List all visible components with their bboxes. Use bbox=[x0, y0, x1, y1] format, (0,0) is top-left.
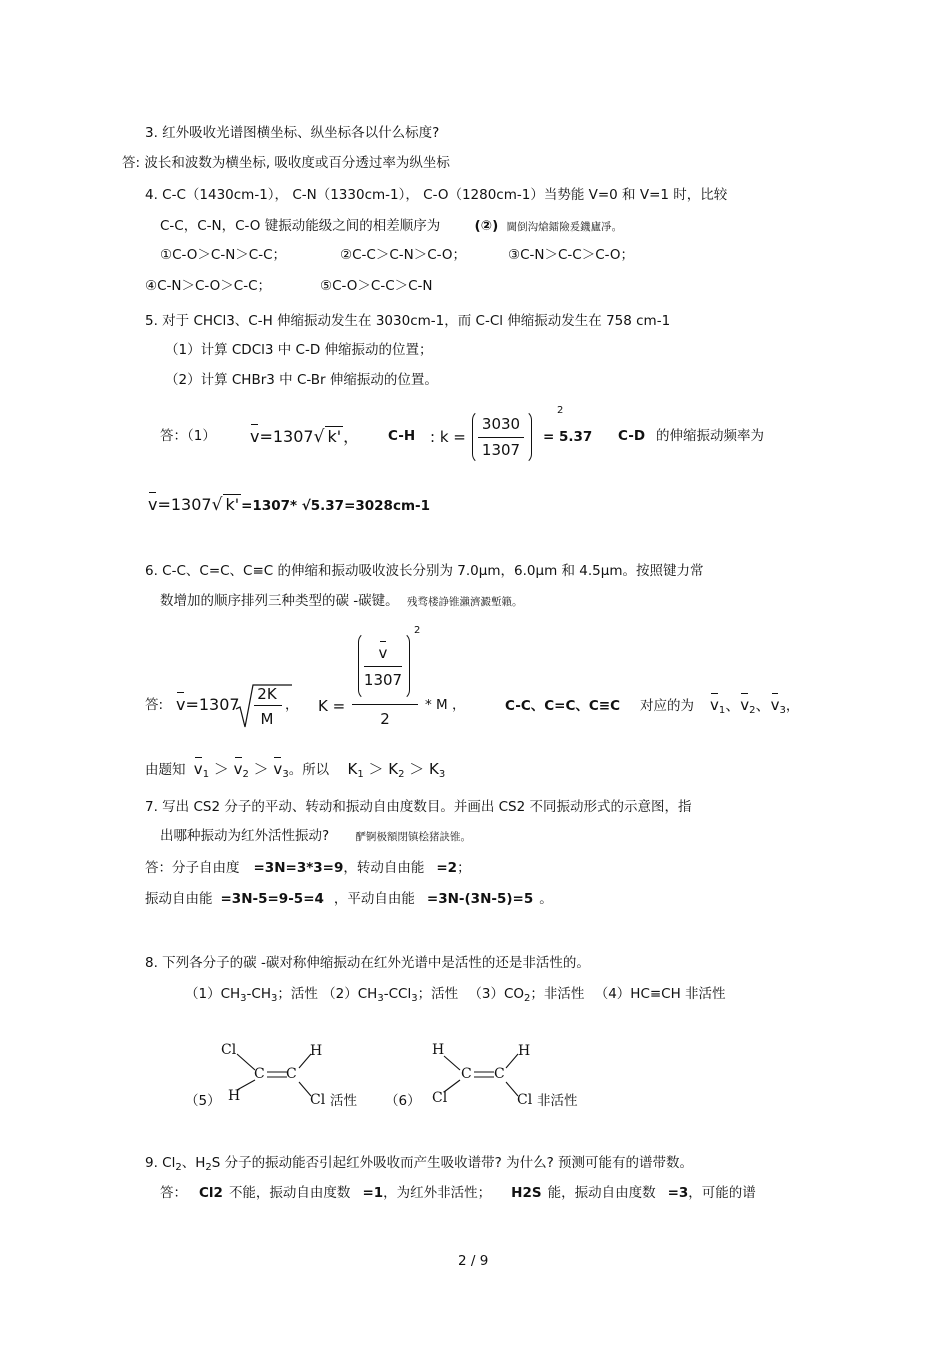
q7-watermark: 酽锕极額閉镇桧猪訣锥。 bbox=[355, 831, 471, 843]
eq-1307: =1307 bbox=[259, 427, 314, 446]
v3-order: v bbox=[273, 760, 283, 778]
q8-item2-d: ；活性 bbox=[417, 986, 459, 1002]
q3-answer: 答: 波长和波数为横坐标, 吸收度或百分透过率为纵坐标 bbox=[122, 155, 450, 171]
v3-order-sub: 3 bbox=[282, 769, 289, 780]
v3-sub: 3 bbox=[779, 705, 786, 716]
radical-fraction-line bbox=[254, 705, 282, 706]
mol5-cl-top: Cl bbox=[221, 1042, 237, 1058]
fraction-denominator: 1307 bbox=[481, 441, 521, 459]
q7-a1-d: =2 bbox=[436, 860, 458, 876]
q4-line2-text: C-C，C-N，C-O 键振动能级之间的相差顺序为 bbox=[160, 218, 441, 234]
q7-a1: 答：分子自由度 bbox=[145, 860, 240, 876]
mol6-label: （6） bbox=[385, 1093, 421, 1109]
q8-item1-c: 3 bbox=[271, 993, 278, 1004]
q6-watermark: 残骛楼諍锥瀨濟澱塹籟。 bbox=[406, 596, 523, 608]
q8-item3: （3）CO bbox=[468, 986, 525, 1002]
fraction-line bbox=[478, 437, 524, 438]
q4-line1: 4. C-C（1430cm-1）， C-N（1330cm-1）， C-O（1280cm-1）当势能 V=0 和 V=1 时，比较 bbox=[145, 187, 728, 203]
q8-item1-a: 3 bbox=[240, 993, 247, 1004]
q8-item1-b: -CH bbox=[246, 986, 271, 1002]
q9-ans-c: 不能，振动自由度数 bbox=[228, 1185, 351, 1201]
q8-item3-sub: 2 bbox=[524, 993, 531, 1004]
page-number: 2 / 9 bbox=[458, 1253, 489, 1269]
q8-line1: 8. 下列各分子的碳 -碳对称伸缩振动在红外光谱中是活性的还是非活性的。 bbox=[145, 955, 590, 971]
q5-final-result: =1307* √5.37=3028cm-1 bbox=[241, 498, 431, 514]
q7-a1-c: ，转动自由能 bbox=[343, 860, 425, 876]
k-num-v bbox=[362, 644, 404, 662]
q8-item3-end: ；非活性 bbox=[530, 986, 585, 1002]
v2-sub: 2 bbox=[749, 705, 756, 716]
q6-comma-1: ， bbox=[285, 697, 299, 713]
q6-line2 bbox=[160, 593, 522, 609]
q4-option-4: ④C-N＞C-O＞C-C； bbox=[145, 278, 272, 294]
mol6-cl-bottom-left: Cl bbox=[432, 1090, 448, 1106]
q9-ans-h2s: H2S bbox=[511, 1185, 542, 1201]
q4-watermark: 閫倒沟熗鐳險爰鐖廬凈。 bbox=[506, 221, 623, 233]
q5-formula-2: v=1307√ k' =1307* √5.37=3028cm-1 bbox=[148, 495, 431, 515]
v2-order: v bbox=[233, 760, 243, 778]
v3-symbol: v bbox=[770, 696, 780, 714]
v1-order: v bbox=[193, 760, 203, 778]
q7-line2-text: 出哪种振动为红外活性振动? bbox=[160, 828, 330, 844]
k-equals: : k = bbox=[430, 428, 466, 446]
q7-a2-e: 。 bbox=[539, 891, 553, 907]
k2-sub: 2 bbox=[398, 769, 405, 780]
q9-line1-rest: S 分子的振动能否引起红外吸收而产生吸收谱带? 为什么? 预测可能有的谱带数。 bbox=[211, 1155, 694, 1171]
q8-item2-c: 3 bbox=[411, 993, 418, 1004]
exponent-2: 2 bbox=[557, 405, 564, 416]
q5-answer-prefix: 答：（1） bbox=[160, 428, 216, 444]
radical-denominator: M bbox=[260, 710, 274, 728]
eq-1307-2: =1307 bbox=[157, 495, 212, 514]
q7-a1-value: =3N=3*3=9 bbox=[253, 860, 344, 876]
k1-sub: 1 bbox=[357, 769, 364, 780]
q7-a2-c: ，平动自由能 bbox=[333, 891, 415, 907]
q9-ans-e: ，为红外非活性； bbox=[383, 1185, 492, 1201]
q6-corr: 对应的为 bbox=[640, 698, 694, 714]
q5-sub1: （1）计算 CDCl3 中 C-D 伸缩振动的位置； bbox=[165, 342, 433, 358]
known-prefix: 由题知 bbox=[145, 762, 186, 778]
ch-label: C-H bbox=[388, 428, 416, 444]
q7-a1-e: ； bbox=[457, 860, 471, 876]
times-m: * M ， bbox=[425, 697, 466, 713]
q5-sub2: （2）计算 CHBr3 中 C-Br 伸缩振动的位置。 bbox=[165, 372, 438, 388]
mol6-c-left: C bbox=[461, 1066, 472, 1082]
mol6-c-right: C bbox=[494, 1066, 505, 1082]
q6-known: 由题知 $v_1 > v_2 > v_3$。所以 $K_1 > K_2 > K_3$ bbox=[145, 760, 446, 780]
q8-item2-b: -CCl bbox=[383, 986, 412, 1002]
v-bar-symbol-2: v bbox=[148, 495, 158, 514]
q5-formula-1: v=1307√ k' ， bbox=[250, 427, 360, 447]
mol5-h-top: H bbox=[310, 1043, 323, 1059]
k-main-line bbox=[352, 704, 418, 705]
so-text: 所以 bbox=[302, 762, 330, 778]
q9-cl-sub: 2 bbox=[175, 1162, 182, 1173]
q6-k-equals: K = bbox=[318, 697, 346, 715]
q6-v-list: $v_1$、$v_2$、$v_3$， bbox=[710, 696, 800, 716]
q3-question: 3. 红外吸收光谱图横坐标、纵坐标各以什么标度? bbox=[145, 125, 440, 141]
q4-line2 bbox=[160, 218, 622, 234]
mol5-c-left: C bbox=[254, 1066, 265, 1082]
k-exponent: 2 bbox=[414, 625, 421, 636]
mol5-c-right: C bbox=[286, 1066, 297, 1082]
k-num-v-symbol: v bbox=[378, 644, 388, 662]
q4-option-1: ①C-O＞C-N＞C-C； bbox=[160, 247, 287, 263]
eq-1307-3: =1307 bbox=[185, 695, 240, 714]
mol5-cl-bottom: Cl bbox=[310, 1092, 326, 1108]
q7-a2: 振动自由能 bbox=[145, 891, 213, 907]
radical-numerator: 2K bbox=[257, 685, 277, 703]
q4-option-3: ③C-N＞C-C＞C-O； bbox=[508, 247, 635, 263]
q8-item4: （4）HC≡CH 非活性 bbox=[594, 986, 726, 1002]
mol6-cl-bottom-right: Cl bbox=[517, 1092, 533, 1108]
ch-result: = 5.37 bbox=[543, 429, 593, 445]
q7-a2-d: =3N-(3N-5)=5 bbox=[426, 891, 534, 907]
q7-line2 bbox=[160, 828, 471, 844]
mol5-h-bottom: H bbox=[228, 1088, 241, 1104]
k-num-1307: 1307 bbox=[363, 671, 403, 689]
q8-items bbox=[185, 986, 726, 1005]
v2-order-sub: 2 bbox=[242, 769, 249, 780]
v-bar-symbol-3: v bbox=[176, 695, 186, 714]
q4-option-5: ⑤C-O＞C-C＞C-N bbox=[320, 278, 433, 294]
k-prime-2: k' bbox=[225, 495, 240, 514]
q7-line1: 7. 写出 CS2 分子的平动、转动和振动自由度数目。并画出 CS2 不同振动形式的示意图，指 bbox=[145, 799, 692, 815]
k-inner-line bbox=[364, 666, 402, 667]
fraction-numerator: 3030 bbox=[481, 415, 521, 433]
cd-label: C-D bbox=[618, 428, 646, 444]
mol6-h-top-left: H bbox=[432, 1042, 445, 1058]
cd-text: 的伸缩振动频率为 bbox=[656, 428, 764, 444]
q8-item1-d: ；活性 bbox=[277, 986, 318, 1002]
q9-ans-i: ，可能的谱 bbox=[688, 1185, 756, 1201]
v-bar-symbol: v bbox=[250, 427, 260, 446]
q4-option-2: ②C-C＞C-N＞C-O； bbox=[340, 247, 467, 263]
q9-cl: 9. Cl bbox=[145, 1155, 176, 1171]
q8-item2: （2）CH bbox=[322, 986, 378, 1002]
mol5-result: 活性 bbox=[330, 1093, 357, 1109]
q9-answer bbox=[160, 1185, 756, 1201]
q9-ans-cl2: Cl2 bbox=[199, 1185, 223, 1201]
v1-sub: 1 bbox=[718, 705, 726, 716]
q6-bonds: C-C、C=C、C≡C bbox=[505, 698, 620, 714]
q9-h-sub: 2 bbox=[205, 1162, 212, 1173]
v2-symbol: v bbox=[740, 696, 750, 714]
q9-line1 bbox=[145, 1155, 693, 1174]
q7-a2-value: =3N-5=9-5=4 bbox=[220, 891, 324, 907]
mol6-result: 非活性 bbox=[537, 1093, 578, 1109]
mol5-label: （5） bbox=[185, 1093, 221, 1109]
q9-ans-a: 答： bbox=[160, 1185, 187, 1201]
q6-v-formula bbox=[176, 695, 240, 714]
v-ordering: $v_1 > v_2 > v_3$ bbox=[193, 760, 289, 780]
q8-item2-a: 3 bbox=[377, 993, 384, 1004]
q6-line2-text: 数增加的顺序排列三种类型的碳 -碳键。 bbox=[160, 593, 399, 609]
mol6-h-top-right: H bbox=[518, 1043, 531, 1059]
v1-symbol: v bbox=[710, 696, 719, 714]
v1-order-sub: 1 bbox=[202, 769, 210, 780]
q6-line1: 6. C-C、C=C、C≡C 的伸缩和振动吸收波长分别为 7.0μm，6.0μm 和 4.5μm。按照键力常 bbox=[145, 563, 704, 579]
q9-ans-h: =3 bbox=[667, 1185, 689, 1201]
q9-ans-g: 能，振动自由度数 bbox=[547, 1185, 656, 1201]
q6-answer-prefix: 答: bbox=[145, 697, 164, 713]
k-ordering: $K_1 > K_2 > K_3$ bbox=[347, 760, 446, 780]
k-denominator: 2 bbox=[380, 710, 390, 728]
q4-answer-mark: (②) bbox=[474, 218, 499, 234]
k3-sub: 3 bbox=[438, 769, 446, 780]
q9-ans-d: =1 bbox=[362, 1185, 384, 1201]
k-prime: k' bbox=[327, 427, 342, 446]
formula-comma: ， bbox=[343, 427, 360, 446]
q9-h: 、H bbox=[181, 1155, 206, 1171]
q7-answer-1 bbox=[145, 860, 471, 876]
q7-answer-2 bbox=[145, 891, 553, 907]
q5-line1: 5. 对于 CHCl3、C-H 伸缩振动发生在 3030cm-1，而 C-Cl 伸缩振动发生在 758 cm-1 bbox=[145, 313, 671, 329]
q8-item1: （1）CH bbox=[185, 986, 241, 1002]
